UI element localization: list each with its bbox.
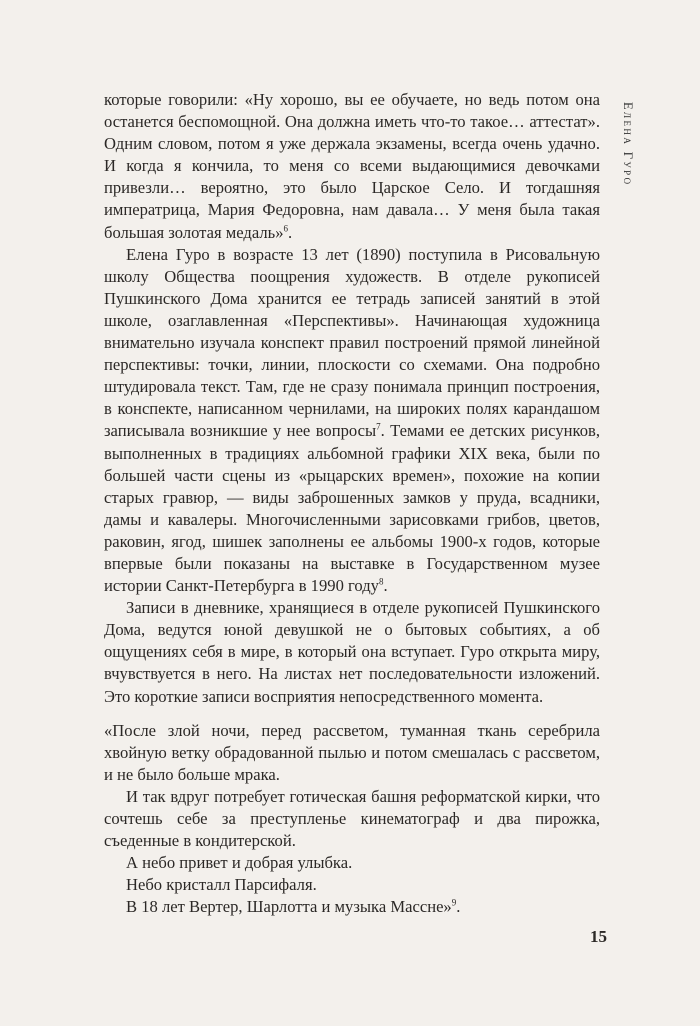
footnote-ref: 8 bbox=[378, 576, 384, 587]
paragraph-text: И так вдруг потребует готическая башня реформатской кирки, что сочтешь себе за преступленье кинематограф и два пирожка, съеденные в кондитерской. bbox=[104, 786, 600, 851]
body-text bbox=[104, 89, 600, 918]
paragraph-text: . Темами ее детских рисунков, выполненных в традициях альбомной графики XIX века, были по большей части сцены из «рыцарских времен», похожие на копии старых гравюр, — виды заброшенных замков у пруда, всадники, дамы и кавалеры. Многочисленными зарисовками грибов, цветов, раковин, ягод, шишек заполнены ее альбомы 1900-х годов, которые впервые были показаны на выставке в Государственном музее истории Санкт-Петербурга в 1990 году bbox=[104, 421, 600, 596]
poem-line-text: В 18 лет Вертер, Шарлотта и музыка Массне» bbox=[126, 897, 452, 917]
footnote-ref: 6 bbox=[283, 223, 289, 234]
quote-paragraph bbox=[104, 720, 600, 786]
paragraph-text: Записи в дневнике, хранящиеся в отделе рукописей Пушкинского Дома, ведутся юной девушкой не о бытовых событиях, а об ощущениях себя в мире, в который она вступает. Гуро открыта миру, вчувствуется в него. На листах нет последовательности изложений. Это короткие записи восприятия непосредственного момента. bbox=[104, 598, 600, 706]
paragraph: Елена Гуро в возрасте 13 лет (1890) поступила в Рисовальную школу Общества поощрения художеств. В отделе рукописей Пушкинского Дома хранится ее тетрадь записей занятий в этой школе, озаглавленная «Перспективы». Начинающая художница внимательно изучала конспект правил построений прямой линейной перспективы: точки, линии, плоскости со схемами. Она подробно штудировала текст. Там, где не сразу понимала принцип построения, в конспекте, написанном чернилами, на широких полях карандашом записывала возникшие у нее вопросы$^7$. Темами ее детских рисунков, выполненных в традициях альбомной графики XIX века, были по большей части сцены из «рыцарских времен», похожие на копии старых гравюр, — виды заброшенных замков у пруда, всадники, дамы и кавалеры. Многочисленными зарисовками грибов, цветов, раковин, ягод, шишек заполнены ее альбомы 1900-х годов, которые впервые были показаны на выставке в Государственном музее истории Санкт-Петербурга в 1990 году$^8$. bbox=[104, 244, 600, 596]
paragraph bbox=[104, 597, 600, 707]
quote-paragraph bbox=[104, 786, 600, 852]
footnote-ref: 9 bbox=[451, 897, 457, 908]
paragraph-text: Елена Гуро в возрасте 13 лет (1890) поступила в Рисовальную школу Общества поощрения художеств. В отделе рукописей Пушкинского Дома хранится ее тетрадь записей занятий в этой школе, озаглавленная «Перспективы». Начинающая художница внимательно изучала конспект правил построений прямой линейной перспективы: точки, линии, плоскости со схемами. Она подробно штудировала текст. Там, где не сразу понимала принцип построения, в конспекте, написанном чернилами, на широких полях карандашом записывала возникшие у нее вопросы bbox=[104, 244, 600, 441]
footnote-ref: 7 bbox=[376, 421, 381, 432]
poem-line: А небо привет и добрая улыбка. bbox=[126, 853, 353, 873]
paragraph: которые говорили: «Ну хорошо, вы ее обучаете, но ведь потом она останется беспомощной. Она должна иметь что-то такое… аттестат». Одним словом, потом я уже держала экзамены, всегда очень удачно. И когда я кончила, то меня со всеми выдающимися девочками привезли… вероятно, это было Царское Село. И тогдашняя императрица, Мария Федоровна, нам давала… У меня была такая большая золотая медаль»$^6$. bbox=[104, 90, 600, 242]
paragraph-text: которые говорили: «Ну хорошо, вы ее обучаете, но ведь потом она останется беспомощной. Она должна иметь что-то такое… аттестат». Одним словом, потом я уже держала экзамены, всегда очень удачно. И когда я кончила, то меня со всеми выдающимися девочками привезли… вероятно, это было Царское Село. И тогдашняя императрица, Мария Федоровна, нам давала… У меня была такая большая золотая медаль» bbox=[104, 90, 600, 242]
running-head: Елена Гуро bbox=[621, 102, 635, 187]
page-number: 15 bbox=[590, 927, 607, 946]
poem-line: В 18 лет Вертер, Шарлотта и музыка Массне»$^9$. bbox=[126, 897, 461, 917]
poem-line: Небо кристалл Парсифаля. bbox=[126, 875, 317, 895]
paragraph-text: «После злой ночи, перед рассветом, туманная ткань серебрила хвойную ветку обрадованной пылью и потом смешалась с рассветом, и не было больше мрака. bbox=[104, 720, 600, 784]
